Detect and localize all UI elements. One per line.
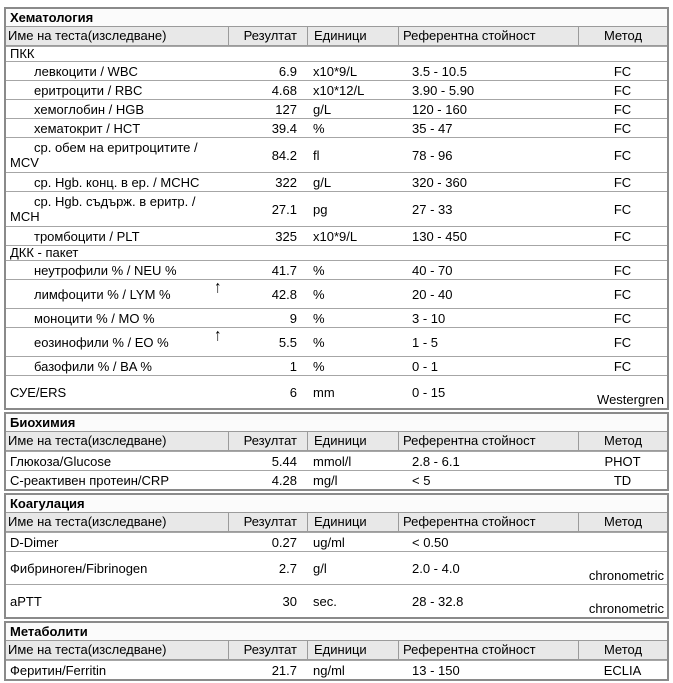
units-cell: x10*12/L bbox=[313, 82, 365, 98]
units-cell: x10*9/L bbox=[313, 63, 358, 79]
test-name-cell bbox=[6, 193, 228, 225]
reference-cell: 3 - 10 bbox=[412, 310, 446, 326]
result-cell: 322 bbox=[275, 174, 297, 190]
section-title: Метаболити bbox=[6, 623, 667, 640]
test-row bbox=[6, 137, 667, 172]
test-name: лимфоцити % / LYM % bbox=[34, 286, 171, 302]
test-row bbox=[6, 308, 667, 327]
result-cell: 5.44 bbox=[271, 453, 297, 469]
test-name: моноцити % / MO % bbox=[34, 310, 155, 326]
test-name-cell bbox=[6, 453, 228, 470]
method-cell: Westergren bbox=[597, 392, 664, 407]
result-cell: 21.7 bbox=[271, 662, 297, 678]
method-cell: TD bbox=[613, 472, 632, 488]
units-cell: fl bbox=[313, 147, 320, 163]
method-cell: FC bbox=[613, 120, 632, 136]
result-cell: 9 bbox=[289, 310, 297, 326]
report-section bbox=[4, 493, 669, 619]
test-name-cell bbox=[6, 174, 228, 191]
units-cell: g/L bbox=[313, 174, 332, 190]
group-row: ДКК - пакет bbox=[6, 245, 667, 260]
units-cell: mm bbox=[313, 384, 335, 400]
test-row bbox=[6, 61, 667, 80]
reference-cell: 320 - 360 bbox=[412, 174, 467, 190]
reference-cell: 27 - 33 bbox=[412, 201, 453, 217]
reference-cell: 1 - 5 bbox=[412, 334, 439, 350]
method-cell: FC bbox=[613, 228, 632, 244]
test-name-cell bbox=[6, 472, 228, 489]
units-cell: sec. bbox=[313, 593, 337, 609]
test-row bbox=[6, 118, 667, 137]
column-header-method: Метод bbox=[578, 432, 667, 450]
result-cell: 41.7 bbox=[271, 262, 297, 278]
test-name-cell bbox=[6, 120, 228, 137]
group-row: ПКК bbox=[6, 46, 667, 61]
reference-cell: 28 - 32.8 bbox=[412, 593, 464, 609]
test-name: Глюкоза/Glucose bbox=[10, 453, 112, 469]
column-header-row bbox=[6, 512, 667, 532]
test-name-cell bbox=[6, 662, 228, 679]
test-name: СУЕ/ERS bbox=[10, 384, 67, 400]
test-name: левкоцити / WBC bbox=[34, 63, 138, 79]
units-cell: % bbox=[313, 358, 325, 374]
test-name: ср. обем на еритроцитите / bbox=[34, 140, 198, 155]
report-section bbox=[4, 412, 669, 491]
test-name-cell bbox=[6, 286, 228, 303]
test-row bbox=[6, 532, 667, 551]
column-header-method: Метод bbox=[578, 27, 667, 45]
result-cell: 27.1 bbox=[271, 201, 297, 217]
column-header-row bbox=[6, 640, 667, 660]
result-cell: 4.68 bbox=[271, 82, 297, 98]
reference-cell: 0 - 1 bbox=[412, 358, 439, 374]
result-cell: 30 bbox=[282, 593, 297, 609]
test-name: базофили % / BA % bbox=[34, 358, 152, 374]
test-row bbox=[6, 584, 667, 617]
test-name-cell bbox=[6, 139, 228, 171]
test-row bbox=[6, 660, 667, 679]
column-header-reference: Референтна стойност bbox=[398, 641, 578, 659]
column-header-result: Резултат bbox=[228, 513, 307, 531]
method-cell: FC bbox=[613, 147, 632, 163]
reference-cell: 2.8 - 6.1 bbox=[412, 453, 460, 469]
test-name: хемоглобин / HGB bbox=[34, 101, 145, 117]
test-name: неутрофили % / NEU % bbox=[34, 262, 177, 278]
test-name: хематокрит / HCT bbox=[34, 120, 141, 136]
column-header-units: Единици bbox=[307, 641, 398, 659]
test-row bbox=[6, 191, 667, 226]
column-header-test-name: Име на теста(изследване) bbox=[8, 28, 167, 43]
units-cell: x10*9/L bbox=[313, 228, 358, 244]
test-name-cell bbox=[6, 82, 228, 99]
units-cell: ug/ml bbox=[313, 534, 345, 550]
column-header-units: Единици bbox=[307, 513, 398, 531]
column-header-method: Метод bbox=[578, 513, 667, 531]
method-cell: FC bbox=[613, 201, 632, 217]
section-title: Коагулация bbox=[6, 495, 667, 512]
test-name: ср. Hgb. съдърж. в еритр. / bbox=[34, 194, 196, 209]
reference-cell: 13 - 150 bbox=[412, 662, 460, 678]
test-name-cell bbox=[6, 593, 228, 610]
reference-cell: 3.90 - 5.90 bbox=[412, 82, 475, 98]
test-name-cell bbox=[6, 262, 228, 279]
method-cell: PHOT bbox=[604, 453, 641, 469]
result-cell: 39.4 bbox=[271, 120, 297, 136]
test-row bbox=[6, 470, 667, 489]
test-name-line2: MCH bbox=[10, 209, 40, 224]
method-cell: FC bbox=[613, 358, 632, 374]
lab-report bbox=[4, 7, 669, 683]
reference-cell: 20 - 40 bbox=[412, 286, 453, 302]
units-cell: mmol/l bbox=[313, 453, 352, 469]
units-cell: % bbox=[313, 310, 325, 326]
result-cell: 84.2 bbox=[271, 147, 297, 163]
test-name-cell bbox=[6, 63, 228, 80]
units-cell: mg/l bbox=[313, 472, 338, 488]
test-name: еритроцити / RBC bbox=[34, 82, 143, 98]
method-cell: FC bbox=[613, 63, 632, 79]
test-name-cell bbox=[6, 101, 228, 118]
column-header-test-name: Име на теста(изследване) bbox=[8, 642, 167, 657]
report-section bbox=[4, 621, 669, 681]
section-title: Биохимия bbox=[6, 414, 667, 431]
reference-cell: 2.0 - 4.0 bbox=[412, 560, 460, 576]
result-cell: 5.5 bbox=[278, 334, 297, 350]
reference-cell: < 0.50 bbox=[412, 534, 449, 550]
units-cell: % bbox=[313, 286, 325, 302]
column-header-reference: Референтна стойност bbox=[398, 27, 578, 45]
units-cell: ng/ml bbox=[313, 662, 345, 678]
method-cell: FC bbox=[613, 310, 632, 326]
test-row bbox=[6, 172, 667, 191]
test-row bbox=[6, 80, 667, 99]
test-name: еозинофили % / EO % bbox=[34, 334, 169, 350]
test-row bbox=[6, 551, 667, 584]
test-name: С-реактивен протеин/CRP bbox=[10, 472, 169, 488]
method-cell: FC bbox=[613, 174, 632, 190]
test-name: aPTT bbox=[10, 593, 42, 609]
method-cell: FC bbox=[613, 334, 632, 350]
reference-cell: 130 - 450 bbox=[412, 228, 467, 244]
units-cell: pg bbox=[313, 201, 328, 217]
result-cell: 325 bbox=[275, 228, 297, 244]
test-name-cell bbox=[6, 334, 228, 351]
units-cell: g/L bbox=[313, 101, 332, 117]
result-cell: 42.8 bbox=[271, 286, 297, 302]
method-cell: FC bbox=[613, 101, 632, 117]
units-cell: % bbox=[313, 120, 325, 136]
test-row bbox=[6, 327, 667, 356]
test-row bbox=[6, 279, 667, 308]
test-name-cell bbox=[6, 534, 228, 551]
column-header-result: Резултат bbox=[228, 432, 307, 450]
column-header-test-name: Име на теста(изследване) bbox=[8, 514, 167, 529]
test-name: ср. Hgb. конц. в ер. / MCHC bbox=[34, 174, 200, 190]
units-cell: g/l bbox=[313, 560, 327, 576]
reference-cell: < 5 bbox=[412, 472, 431, 488]
column-header-reference: Референтна стойност bbox=[398, 432, 578, 450]
test-name-cell bbox=[6, 560, 228, 577]
test-row bbox=[6, 356, 667, 375]
reference-cell: 78 - 96 bbox=[412, 147, 453, 163]
result-cell: 6.9 bbox=[278, 63, 297, 79]
test-name-cell bbox=[6, 384, 228, 401]
result-cell: 6 bbox=[289, 384, 297, 400]
column-header-units: Единици bbox=[307, 432, 398, 450]
result-cell: 127 bbox=[275, 101, 297, 117]
column-header-method: Метод bbox=[578, 641, 667, 659]
test-name-line2: MCV bbox=[10, 155, 39, 170]
section-title: Хематология bbox=[6, 9, 667, 26]
method-cell: ECLIA bbox=[603, 662, 642, 678]
result-cell: 1 bbox=[289, 358, 297, 374]
method-cell: chronometric bbox=[588, 601, 664, 616]
column-header-result: Резултат bbox=[228, 641, 307, 659]
column-header-result: Резултат bbox=[228, 27, 307, 45]
test-name: Фибриноген/Fibrinogen bbox=[10, 560, 148, 576]
test-row bbox=[6, 99, 667, 118]
test-name: D-Dimer bbox=[10, 534, 59, 550]
reference-cell: 120 - 160 bbox=[412, 101, 467, 117]
high-arrow-icon: ↑ bbox=[214, 325, 222, 346]
method-cell: chronometric bbox=[588, 568, 664, 583]
column-header-test-name: Име на теста(изследване) bbox=[8, 433, 167, 448]
reference-cell: 0 - 15 bbox=[412, 384, 446, 400]
method-cell: FC bbox=[613, 262, 632, 278]
test-row bbox=[6, 260, 667, 279]
high-arrow-icon: ↑ bbox=[214, 277, 222, 298]
test-name: тромбоцити / PLT bbox=[34, 228, 140, 244]
test-row bbox=[6, 375, 667, 408]
units-cell: % bbox=[313, 334, 325, 350]
test-name-cell bbox=[6, 228, 228, 245]
result-cell: 4.28 bbox=[271, 472, 297, 488]
report-section bbox=[4, 7, 669, 410]
test-row bbox=[6, 226, 667, 245]
column-header-units: Единици bbox=[307, 27, 398, 45]
test-name: Феритин/Ferritin bbox=[10, 662, 107, 678]
result-cell: 2.7 bbox=[278, 560, 297, 576]
result-cell: 0.27 bbox=[271, 534, 297, 550]
test-row bbox=[6, 451, 667, 470]
column-header-row bbox=[6, 431, 667, 451]
column-header-reference: Референтна стойност bbox=[398, 513, 578, 531]
reference-cell: 35 - 47 bbox=[412, 120, 453, 136]
test-name-cell bbox=[6, 358, 228, 375]
reference-cell: 40 - 70 bbox=[412, 262, 453, 278]
method-cell: FC bbox=[613, 286, 632, 302]
test-name-cell bbox=[6, 310, 228, 327]
units-cell: % bbox=[313, 262, 325, 278]
column-header-row bbox=[6, 26, 667, 46]
reference-cell: 3.5 - 10.5 bbox=[412, 63, 467, 79]
method-cell: FC bbox=[613, 82, 632, 98]
